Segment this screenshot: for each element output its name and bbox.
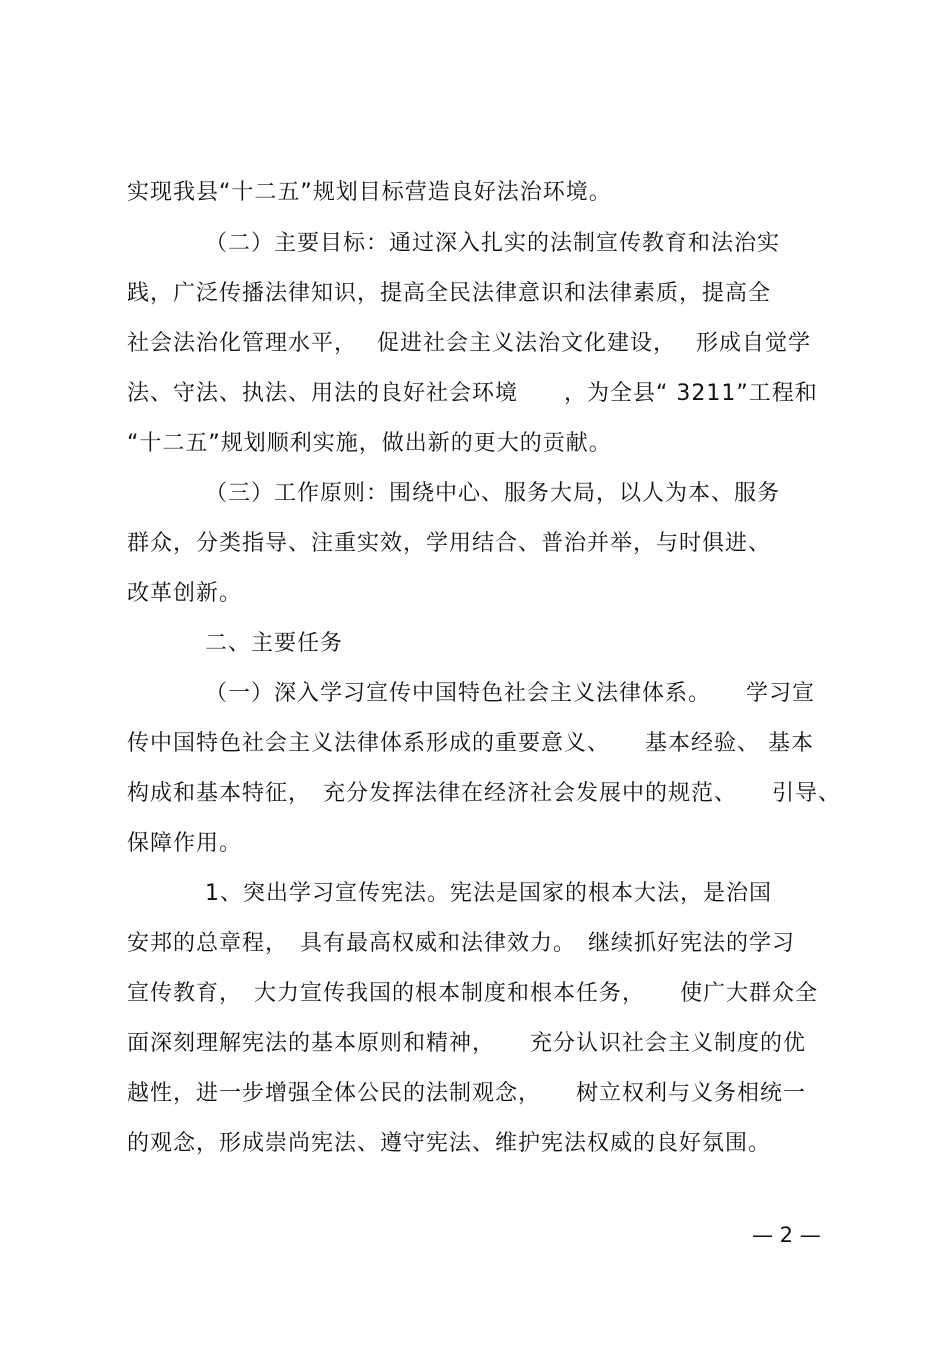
text-line-20: 的观念，形成崇尚宪法、遵守宪法、维护宪法权威的良好氛围。 [127,1131,772,1156]
text-line-19: 越性，进一步增强全体公民的法制观念， 树立权利与义务相统一 [127,1081,807,1106]
page-number: — 2 — [752,1223,821,1247]
text-line-16: 安邦的总章程， 具有最高权威和法律效力。 继续抓好宪法的学习 [127,931,796,956]
text-line-9: 改革创新。 [127,581,243,606]
text-line-4: 社会法治化管理水平， 促进社会主义法治文化建设， 形成自觉学 [127,331,811,356]
text-line-14: 保障作用。 [127,831,243,856]
text-line-11: （一）深入学习宣传中国特色社会主义法律体系。 学习宣 [205,681,816,706]
text-line-8: 群众，分类指导、注重实效，学用结合、普治并举，与时俱进、 [127,531,772,556]
text-line-6: “十二五”规划顺利实施，做出新的更大的贡献。 [127,431,612,456]
text-line-12: 传中国特色社会主义法律体系形成的重要意义、 基本经验、 基本 [127,731,814,756]
text-line-3: 践，广泛传播法律知识，提高全民法律意识和法律素质，提高全 [127,281,772,306]
text-line-17: 宣传教育， 大力宣传我国的根本制度和根本任务， 使广大群众全 [127,981,819,1006]
text-line-5: 法、守法、执法、用法的良好社会环境 ，为全县“ 3211”工程和 [127,381,818,406]
text-line-18: 面深刻理解宪法的基本原则和精神， 充分认识社会主义制度的优 [127,1031,807,1056]
section-heading: 二、主要任务 [205,631,344,656]
text-line-15: 1、突出学习宣传宪法。宪法是国家的根本大法，是治国 [205,881,772,906]
text-line-13: 构成和基本特征， 充分发挥法律在经济社会发展中的规范、 引导、 [127,781,842,806]
text-line-2: （二）主要目标：通过深入扎实的法制宣传教育和法治实 [205,231,781,256]
text-line-1: 实现我县“十二五”规划目标营造良好法治环境。 [127,180,612,205]
text-line-7: （三）工作原则：围绕中心、服务大局，以人为本、服务 [205,481,781,506]
